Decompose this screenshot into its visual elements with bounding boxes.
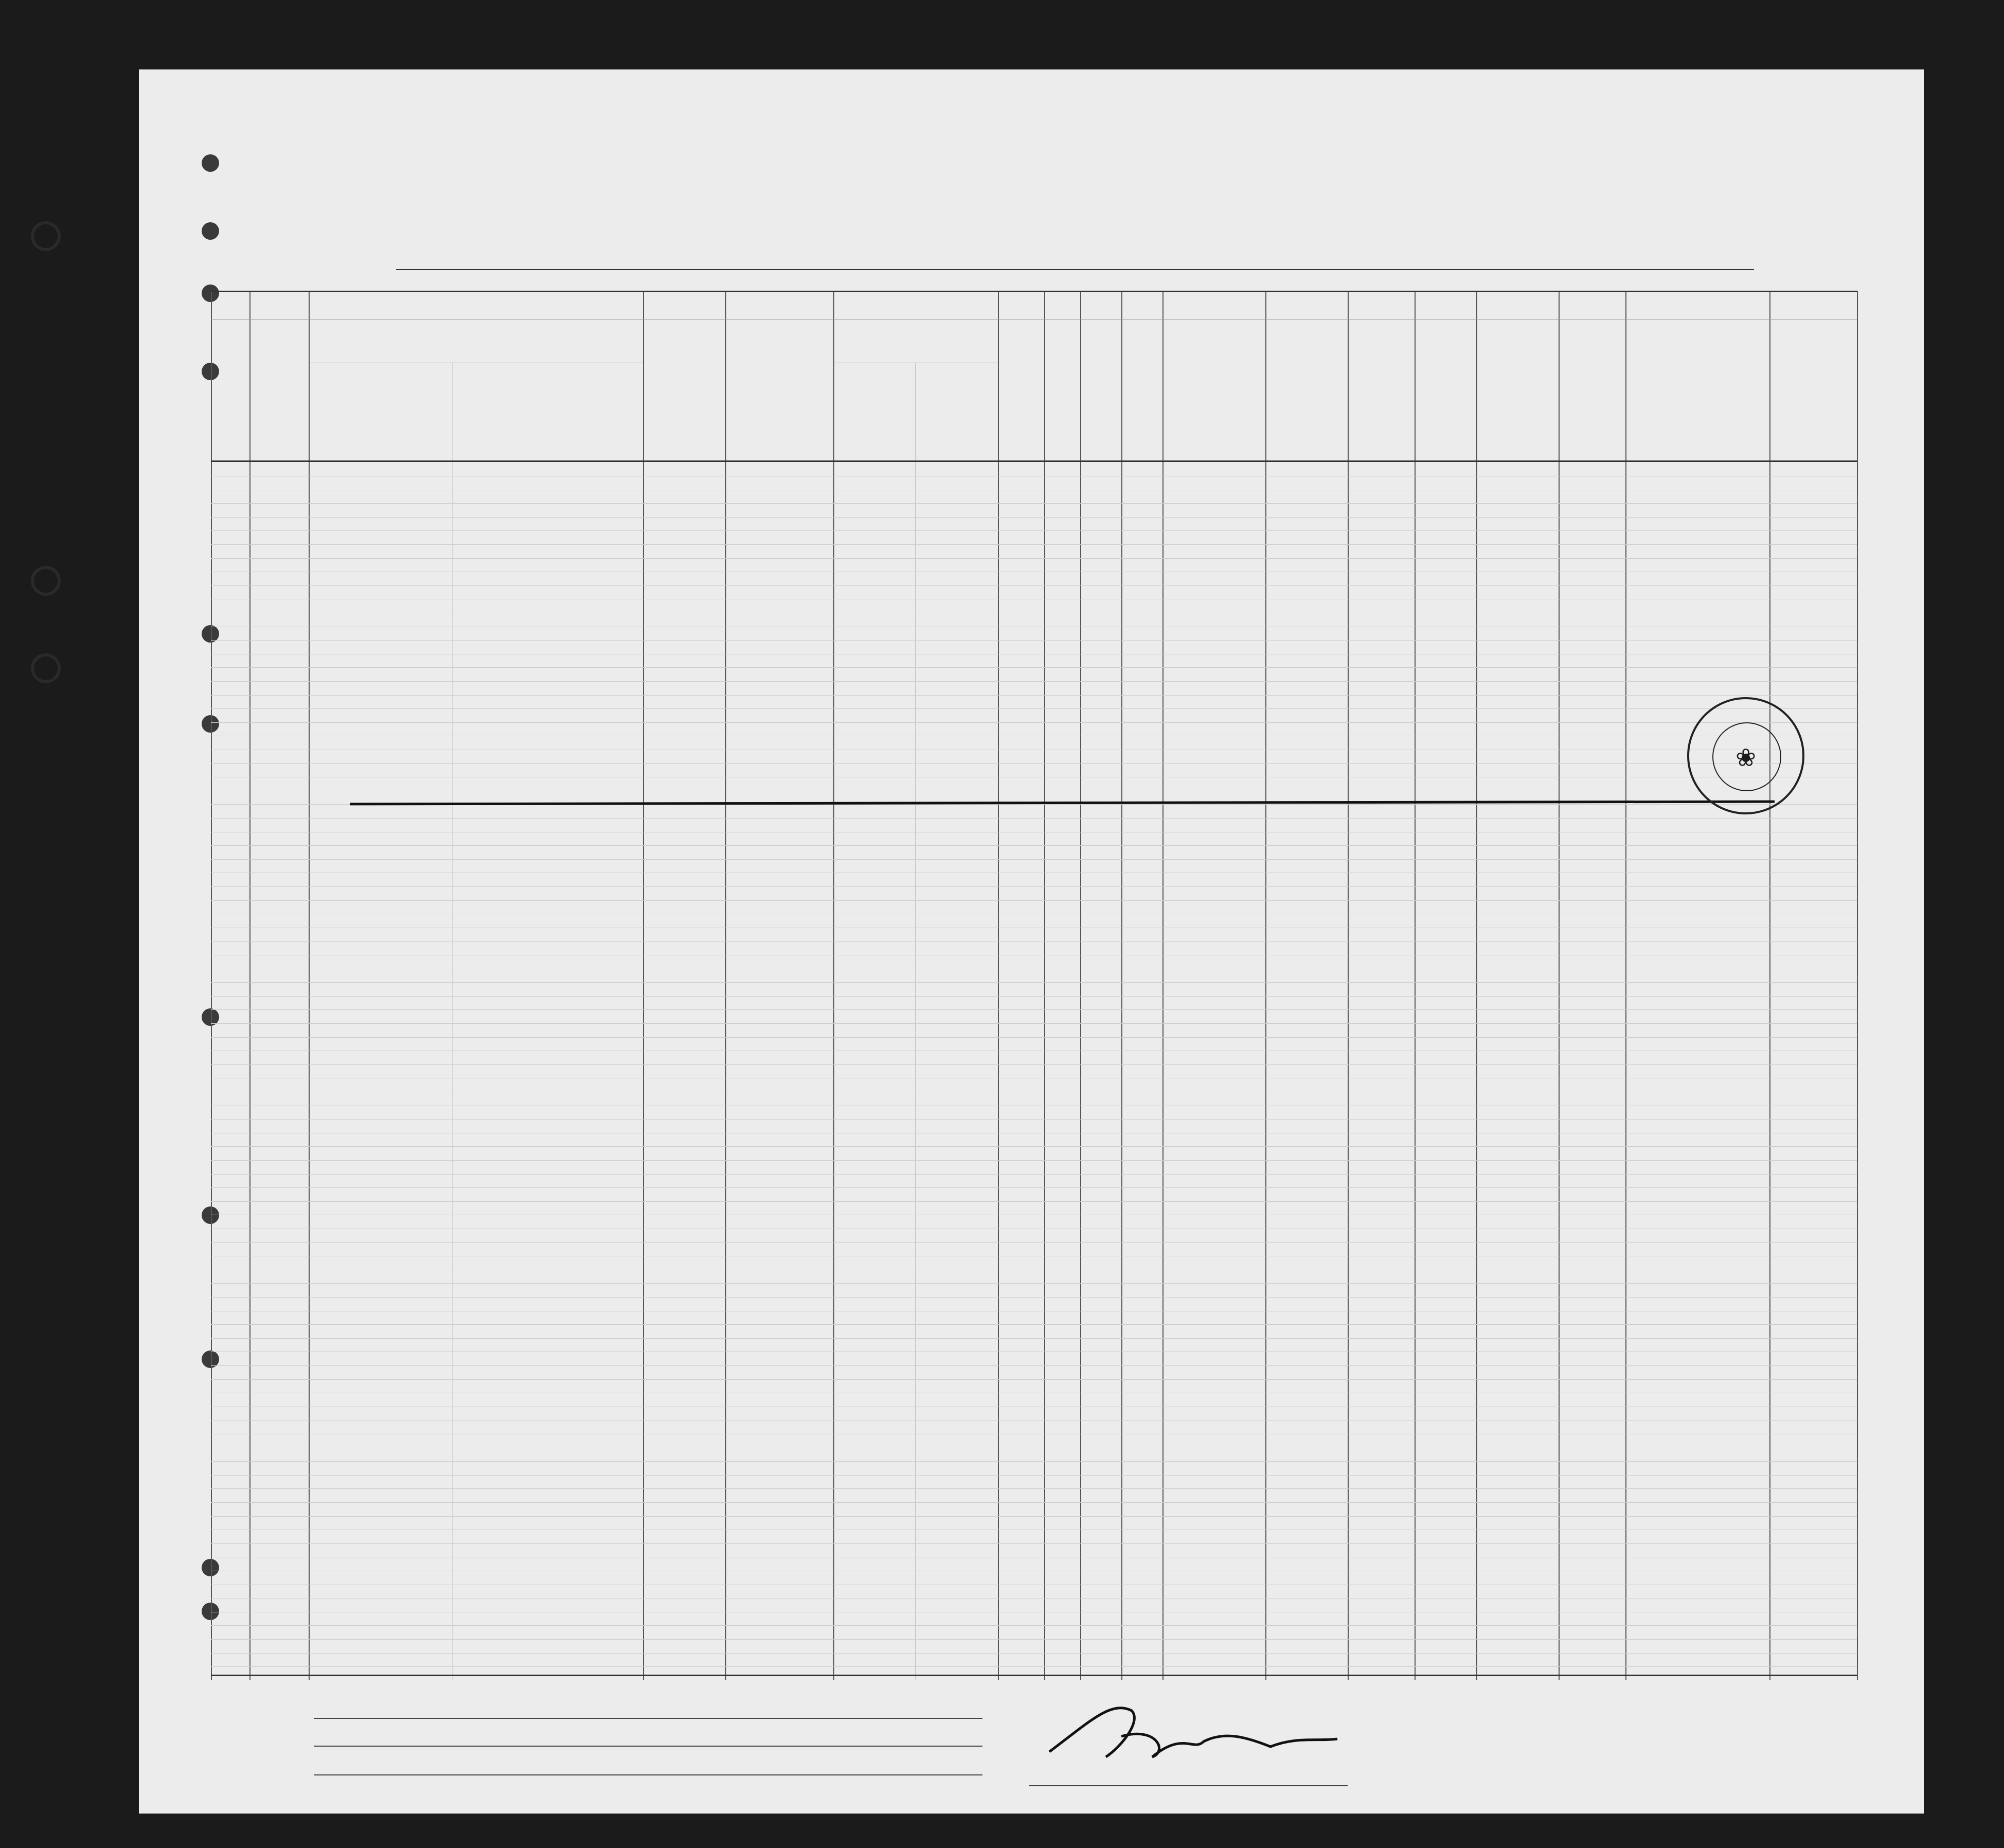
ruled-line (211, 722, 1857, 723)
column-divider (1080, 291, 1081, 1680)
ruled-line (211, 1146, 1857, 1147)
ruled-line (211, 1516, 1857, 1517)
consulate-seal (1687, 697, 1804, 814)
column-divider (1415, 291, 1416, 1680)
ruled-line (211, 1242, 1857, 1243)
column-divider (1769, 291, 1770, 1680)
column-divider (1044, 291, 1045, 1680)
ruled-line (211, 1037, 1857, 1038)
ruled-line (211, 1653, 1857, 1654)
column-divider (249, 291, 251, 1680)
ruled-line (211, 1338, 1857, 1339)
ruled-line (211, 1475, 1857, 1476)
ruled-line (211, 1543, 1857, 1544)
column-divider (1121, 291, 1122, 1680)
ruled-line (211, 1201, 1857, 1202)
ruled-line (211, 1009, 1857, 1010)
ruled-line (211, 845, 1857, 846)
ruled-line (211, 1461, 1857, 1462)
ruled-line (211, 763, 1857, 764)
crew-table (211, 291, 1857, 1680)
ruled-line (211, 1187, 1857, 1188)
ruled-line (211, 640, 1857, 641)
ruled-line (211, 1625, 1857, 1626)
ruled-line (211, 667, 1857, 668)
ruled-line (211, 585, 1857, 586)
ruled-line (211, 900, 1857, 901)
column-divider (211, 291, 212, 1680)
ruled-line (211, 1174, 1857, 1175)
ruled-line (211, 1324, 1857, 1325)
ruled-line (211, 1160, 1857, 1161)
ruled-line (211, 1666, 1857, 1667)
column-divider (725, 291, 726, 1680)
table-rule (211, 1675, 1857, 1676)
binder-hole (31, 566, 61, 596)
binder-hole (31, 653, 61, 683)
ruled-line (211, 544, 1857, 545)
ruled-line (211, 1639, 1857, 1640)
ruled-line (211, 1023, 1857, 1024)
punch-hole (202, 222, 219, 240)
ruled-line (211, 1379, 1857, 1380)
ruled-line (211, 1488, 1857, 1489)
ruled-line (211, 530, 1857, 531)
ruled-line (211, 558, 1857, 559)
ruled-line (211, 1119, 1857, 1120)
column-divider (1559, 291, 1560, 1680)
column-divider (309, 291, 310, 1680)
line-rule (314, 1718, 982, 1719)
column-divider (1857, 291, 1858, 1680)
ruled-line (211, 859, 1857, 860)
inspector-signature (1029, 1690, 1353, 1783)
ruled-line (211, 982, 1857, 983)
ruled-line (211, 1297, 1857, 1298)
ruled-line (211, 818, 1857, 819)
agents-rule (314, 1774, 982, 1775)
ruled-line (211, 503, 1857, 504)
column-divider (643, 291, 644, 1680)
manifest-sheet (139, 69, 1924, 1814)
vessel-rule (396, 269, 1754, 270)
ruled-line (211, 708, 1857, 709)
ruled-line (211, 1365, 1857, 1366)
binder-hole (31, 221, 61, 251)
column-divider (833, 291, 834, 1680)
column-divider (1265, 291, 1266, 1680)
column-divider (1625, 291, 1626, 1680)
ruled-line (211, 1064, 1857, 1065)
ruled-line (211, 1283, 1857, 1284)
ruled-line (211, 886, 1857, 887)
column-divider (1476, 291, 1477, 1680)
ruled-line (211, 996, 1857, 997)
ruled-line (211, 517, 1857, 518)
eagle-icon: ❀ (1736, 738, 1756, 774)
column-divider (998, 291, 999, 1680)
ruled-line (211, 1502, 1857, 1503)
table-rule (211, 291, 1857, 292)
column-divider (1348, 291, 1349, 1680)
owners-rule (314, 1746, 982, 1747)
column-divider (1162, 291, 1164, 1680)
punch-hole (202, 154, 219, 172)
inspector-rule (1029, 1785, 1348, 1786)
table-rule (211, 460, 1857, 462)
ruled-line (211, 695, 1857, 696)
ruled-line (211, 681, 1857, 682)
